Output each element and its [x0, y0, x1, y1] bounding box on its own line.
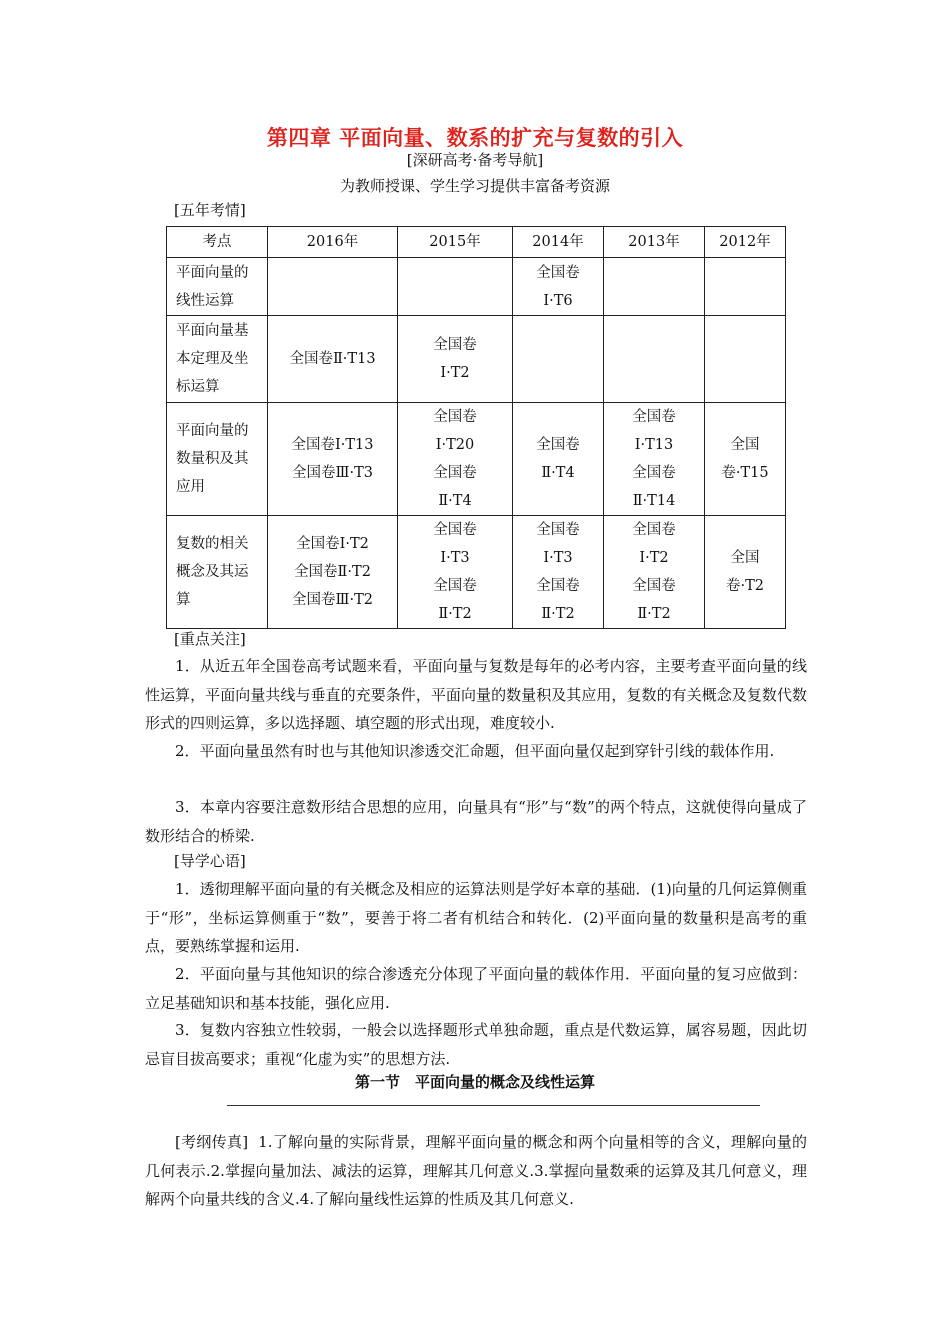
table-cell: [705, 403, 786, 516]
column-header: 2012年: [705, 227, 786, 258]
table-row: [167, 516, 786, 629]
focus-paragraph-1: 1．从近五年全国卷高考试题来看，平面向量与复数是每年的必考内容，主要考查平面向量的线性运算，平面向量共线与垂直的充要条件，平面向量的数量积及其应用，复数的有关概念及复数代数形式的四则运算，多以选择题、填空题的形式出现，难度较小.: [145, 657, 807, 732]
table-cell: [705, 258, 786, 316]
column-header: 考点: [167, 227, 268, 258]
cell-line: 全国卷Ⅰ·T2: [296, 536, 369, 552]
table-cell: [604, 316, 705, 403]
table-cell: [513, 316, 604, 403]
topic-line: 复数的相关: [176, 536, 249, 552]
topic-cell: [167, 316, 268, 403]
cell-line: Ⅱ·T2: [541, 606, 575, 622]
cell-line: 全国卷: [536, 522, 580, 538]
table-cell: [705, 316, 786, 403]
topic-line: 线性运算: [176, 292, 234, 309]
cell-line: 全国卷: [433, 578, 477, 594]
cell-line: Ⅱ·T14: [632, 493, 676, 509]
cell-line: 全国卷: [433, 409, 477, 425]
cell-line: 全国卷: [536, 264, 580, 281]
table-row: [167, 403, 786, 516]
exam-table: [166, 226, 786, 629]
table-row: [167, 258, 786, 316]
cell-line: 全国卷Ⅱ·T2: [294, 564, 371, 580]
cell-line: 全国卷: [536, 578, 580, 594]
cell-line: Ⅰ·T6: [543, 292, 573, 309]
cell-line: Ⅰ·T2: [440, 365, 470, 381]
cell-line: 全国: [730, 437, 760, 453]
cell-line: 全国卷: [632, 578, 676, 594]
chapter-title: 第四章 平面向量、数系的扩充与复数的引入: [266, 126, 684, 150]
topic-cell: [167, 403, 268, 516]
table-cell: [604, 258, 705, 316]
cell-line: 全国卷Ⅰ·T13: [291, 437, 374, 453]
focus-paragraph-3: 3．本章内容要注意数形结合思想的应用，向量具有“形”与“数”的两个特点，这就使得向量成了数形结合的桥梁.: [145, 798, 807, 845]
table-cell: [398, 516, 513, 629]
column-header: 2014年: [513, 227, 604, 258]
topic-line: 标运算: [176, 379, 220, 395]
cell-line: Ⅰ·T2: [639, 550, 669, 566]
cell-line: 全国卷: [433, 337, 477, 353]
cell-line: Ⅰ·T3: [543, 550, 573, 566]
cell-line: 卷·T15: [721, 465, 769, 481]
cell-line: Ⅱ·T4: [438, 493, 472, 509]
guide-paragraph-1: 1．透彻理解平面向量的有关概念及相应的运算法则是学好本章的基础．(1)向量的几何运算侧重于“形”，坐标运算侧重于“数”，要善于将二者有机结合和转化．(2)平面向量的数量积是高考的重点，要熟练掌握和运用.: [145, 880, 807, 955]
cell-line: 全国卷: [632, 522, 676, 538]
cell-line: Ⅰ·T13: [634, 437, 674, 453]
table-cell: [268, 316, 398, 403]
topic-line: 应用: [176, 479, 205, 495]
column-header: 2016年: [268, 227, 398, 258]
table-cell: [513, 258, 604, 316]
guide-section-label: [导学心语]: [174, 852, 246, 870]
cell-line: 卷·T2: [725, 578, 764, 594]
cell-line: Ⅰ·T3: [440, 550, 470, 566]
cell-line: Ⅱ·T4: [541, 465, 575, 481]
guide-paragraph-2: 2．平面向量与其他知识的综合渗透充分体现了平面向量的载体作用．平面向量的复习应做到：立足基础知识和基本技能，强化应用.: [145, 965, 807, 1012]
topic-line: 本定理及坐: [176, 351, 249, 367]
topic-cell: [167, 516, 268, 629]
topic-line: 平面向量的: [176, 423, 249, 439]
guide-paragraph-3: 3．复数内容独立性较弱，一般会以选择题形式单独命题，重点是代数运算，属容易题，因此切忌盲目拔高要求；重视“化虚为实”的思想方法.: [145, 1021, 807, 1068]
table-cell: [268, 403, 398, 516]
cell-line: Ⅱ·T2: [637, 606, 671, 622]
cell-line: Ⅱ·T2: [438, 606, 472, 622]
topic-cell: [167, 258, 268, 316]
topic-line: 概念及其运: [176, 564, 249, 580]
cell-line: 全国卷: [433, 522, 477, 538]
table-cell: [705, 516, 786, 629]
table-cell: [604, 516, 705, 629]
syllabus-paragraph: [145, 1128, 807, 1214]
cell-line: 全国卷Ⅲ·T3: [292, 465, 373, 481]
cell-line: 全国: [730, 550, 760, 566]
guide-bracket-title: [深研高考·备考导航]: [406, 151, 544, 169]
syllabus-label: [考纲传真]: [175, 1133, 249, 1151]
table-cell: [513, 403, 604, 516]
topic-line: 数量积及其: [176, 451, 249, 467]
table-header-row: [167, 227, 786, 258]
topic-line: 平面向量基: [176, 323, 249, 339]
cell-line: 全国卷: [632, 409, 676, 425]
cell-line: 全国卷: [433, 465, 477, 481]
table-cell: [268, 258, 398, 316]
cell-line: 全国卷Ⅲ·T2: [292, 592, 373, 608]
table-cell: [398, 258, 513, 316]
cell-line: Ⅰ·T20: [435, 437, 475, 453]
topic-line: 平面向量的: [176, 264, 249, 281]
section-title: 第一节 平面向量的概念及线性运算: [354, 1073, 595, 1091]
exam-section-label: [五年考情]: [174, 201, 246, 219]
table-cell: [398, 403, 513, 516]
divider-rule: [227, 1105, 760, 1106]
table-cell: [513, 516, 604, 629]
cell-line: 全国卷Ⅱ·T13: [289, 351, 376, 367]
table-cell: [604, 403, 705, 516]
cell-line: 全国卷: [632, 465, 676, 481]
focus-section-label: [重点关注]: [174, 630, 246, 648]
table-cell: [268, 516, 398, 629]
column-header: 2013年: [604, 227, 705, 258]
table-row: [167, 316, 786, 403]
resource-tagline: 为教师授课、学生学习提供丰富备考资源: [339, 177, 610, 195]
column-header: 2015年: [398, 227, 513, 258]
cell-line: 全国卷: [536, 437, 580, 453]
syllabus-text: 1.了解向量的实际背景，理解平面向量的概念和两个向量相等的含义，理解向量的几何表示.2.掌握向量加法、减法的运算，理解其几何意义.3.掌握向量数乘的运算及其几何意义，理解两个向量共线的含义.4.了解向量线性运算的性质及其几何意义.: [145, 1133, 807, 1208]
focus-paragraph-2: 2．平面向量虽然有时也与其他知识渗透交汇命题，但平面向量仅起到穿针引线的载体作用.: [175, 742, 775, 760]
topic-line: 算: [176, 592, 191, 608]
table-cell: [398, 316, 513, 403]
